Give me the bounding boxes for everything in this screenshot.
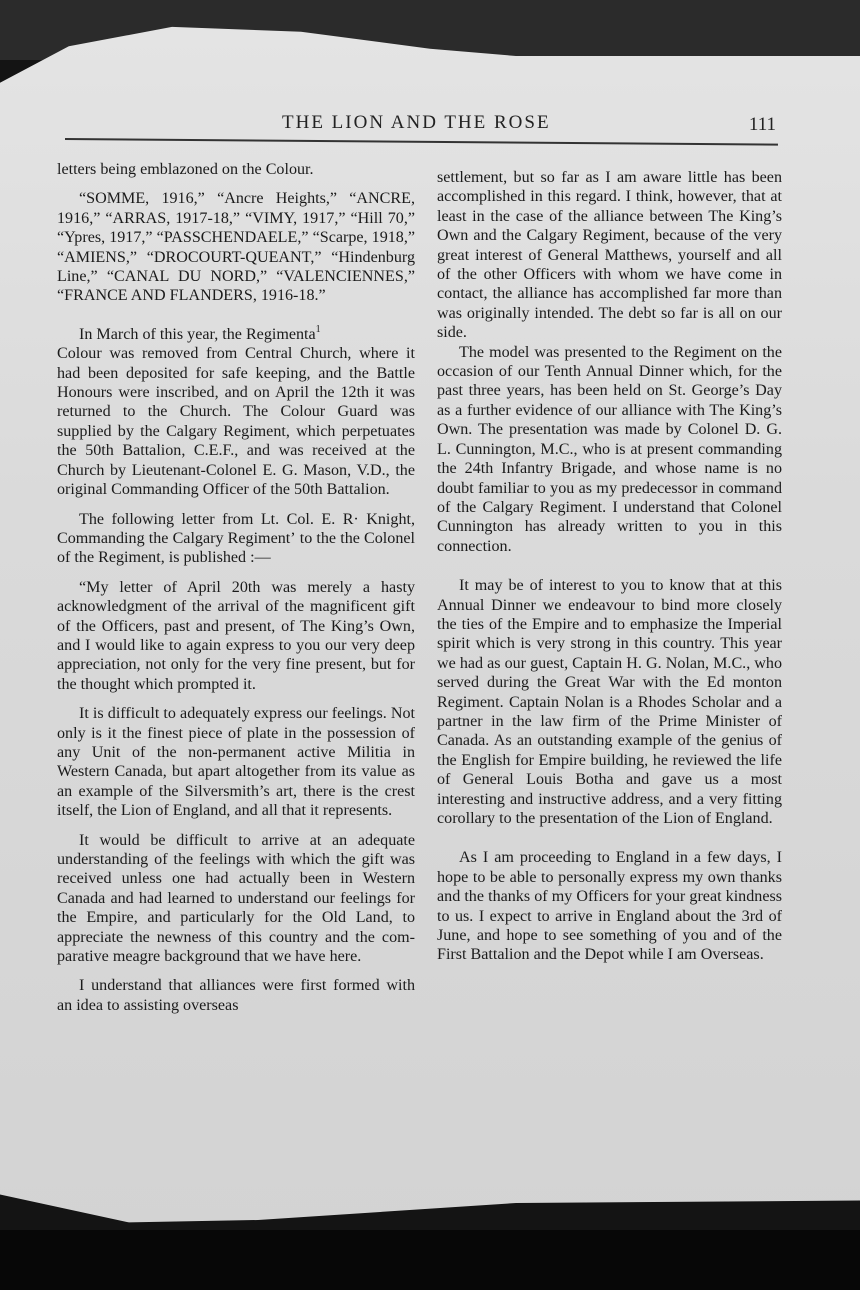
footnote-mark: 1	[315, 323, 321, 335]
battle-honours-list: “SOMME, 1916,” “Ancre Heights,” “ANCRE, 1916,” “ARRAS, 1917-18,” “VIMY, 1917,” “Hill 70,” “Ypres, 1917,” “PASSCHENDAELE,” “Scarpe, 1918,” “AMIENS,” “DROCOURT-QUEANT,” “Hindenburg Line,” “CANAL DU NORD,” “VALENCIENNES,” “FRANCE AND FLANDERS, 1916-18.”	[57, 190, 415, 305]
left-column	[57, 160, 415, 1025]
page-number: 111	[748, 114, 776, 135]
paragraph-model-presented: The model was presented to the Regiment on the occasion of our Tenth Annual Dinner which, for the past three years, has been held on St. George’s Day as a further evidence of our alliance with The King’s Own. The presentation was made by Colonel D. G. L. Cunnington, M.C., who is at present commanding the 24th Infantry Brigade, and whose name is no doubt familiar to you as my predecessor in command of the Calgary Regiment. I understand that Colonel Cunnington has already written to you in this connection.	[437, 343, 782, 555]
running-title: THE LION AND THE ROSE	[282, 112, 551, 133]
paragraph-annual-dinner: It may be of interest to you to know that at this Annual Dinner we endeavour to bind more closely the ties of the Empire and to emphasize the Imperial spirit which is very strong in this country. This year we had as our guest, Captain H. G. Nolan, M.C., who served during the Great War with the Ed monton Regiment. Captain Nolan is a Rhodes Scholar and a partner in the law firm of the Prime Minister of Canada. As an outstanding example of the genius of the English for Empire building, he reviewed the life of General Louis Botha and gave us a most interesting and instructive address, and a very fitting corollary to the presentation of the Lion of England.	[437, 577, 782, 827]
paragraph-difficult-to-express: It is difficult to adequately express our feelings. Not only is it the finest piece of plate in the possession of any Unit of the non-permanent active Militia in Western Canada, but apart altogether from its value as an example of the Silversmith’s art, there is the crest itself, the Lion of England, and all that it represents.	[57, 705, 415, 820]
paragraph-march-intro	[57, 320, 415, 344]
paragraph-letter-opening: “My letter of April 20th was merely a hasty acknowledgment of the arrival of the magnificent gift of the Officers, past and present, of The King’s Own, and I would like to again express to you our very deep appreciation, not only for the very fine present, but for the thought which prompted it.	[57, 578, 415, 693]
paragraph-colour-removed: Colour was removed from Central Church, where it had been deposited for safe keeping, and the Battle Honours were inscribed, and on April the 12th it was returned to the Church. The Colour Guard was supplied by the Calgary Regiment, which perpetuates the 50th Battalion, C.E.F., and was received at the Church by Lieutenant-Colonel E. G. Mason, V.D., the original Commanding Officer of the 50th Battalion.	[57, 345, 415, 499]
paragraph-continuation: letters being emblazoned on the Colour.	[57, 161, 314, 178]
paragraph-letter-intro: The following letter from Lt. Col. E. R· Knight, Commanding the Calgary Regimentʼ to the the Colonel of the Regiment, is published :—	[57, 510, 415, 567]
paragraph-alliances: I understand that alliances were first formed with an idea to assisting overseas	[57, 977, 415, 1014]
paragraph-understanding: It would be difficult to arrive at an adequate understanding of the feelings with which the gift was received unless one had actually been in Western Canada and had learned to understand our feelings for the Empire, and particularly for the Old Land, to appreciate the newness of this country and the comparative meagre background that we have here.	[57, 831, 415, 966]
paragraph-text: In March of this year, the Regimenta	[79, 325, 316, 343]
paragraph-settlement: settlement, but so far as I am aware little has been accomplished in this regard. I think, however, that at least in the case of the alliance between The King’s Own and the Calgary Regiment, because of the very great interest of General Matthews, yourself and all of the other Officers with whom we have come in contact, the alliance has accomplished far more than was originally intended. The debt so far is all on our side.	[437, 169, 782, 342]
right-column	[437, 168, 782, 975]
page-header	[65, 112, 780, 142]
scan-background-bottom	[0, 1230, 860, 1290]
paragraph-proceeding-to-england: As I am proceeding to England in a few days, I hope to be able to personally express my own thanks and the thanks of my Officers for your great kindness to us. I expect to arrive in England about the 3rd of June, and hope to see something of you and of the First Battalion and the Depot while I am Overseas.	[437, 849, 782, 964]
